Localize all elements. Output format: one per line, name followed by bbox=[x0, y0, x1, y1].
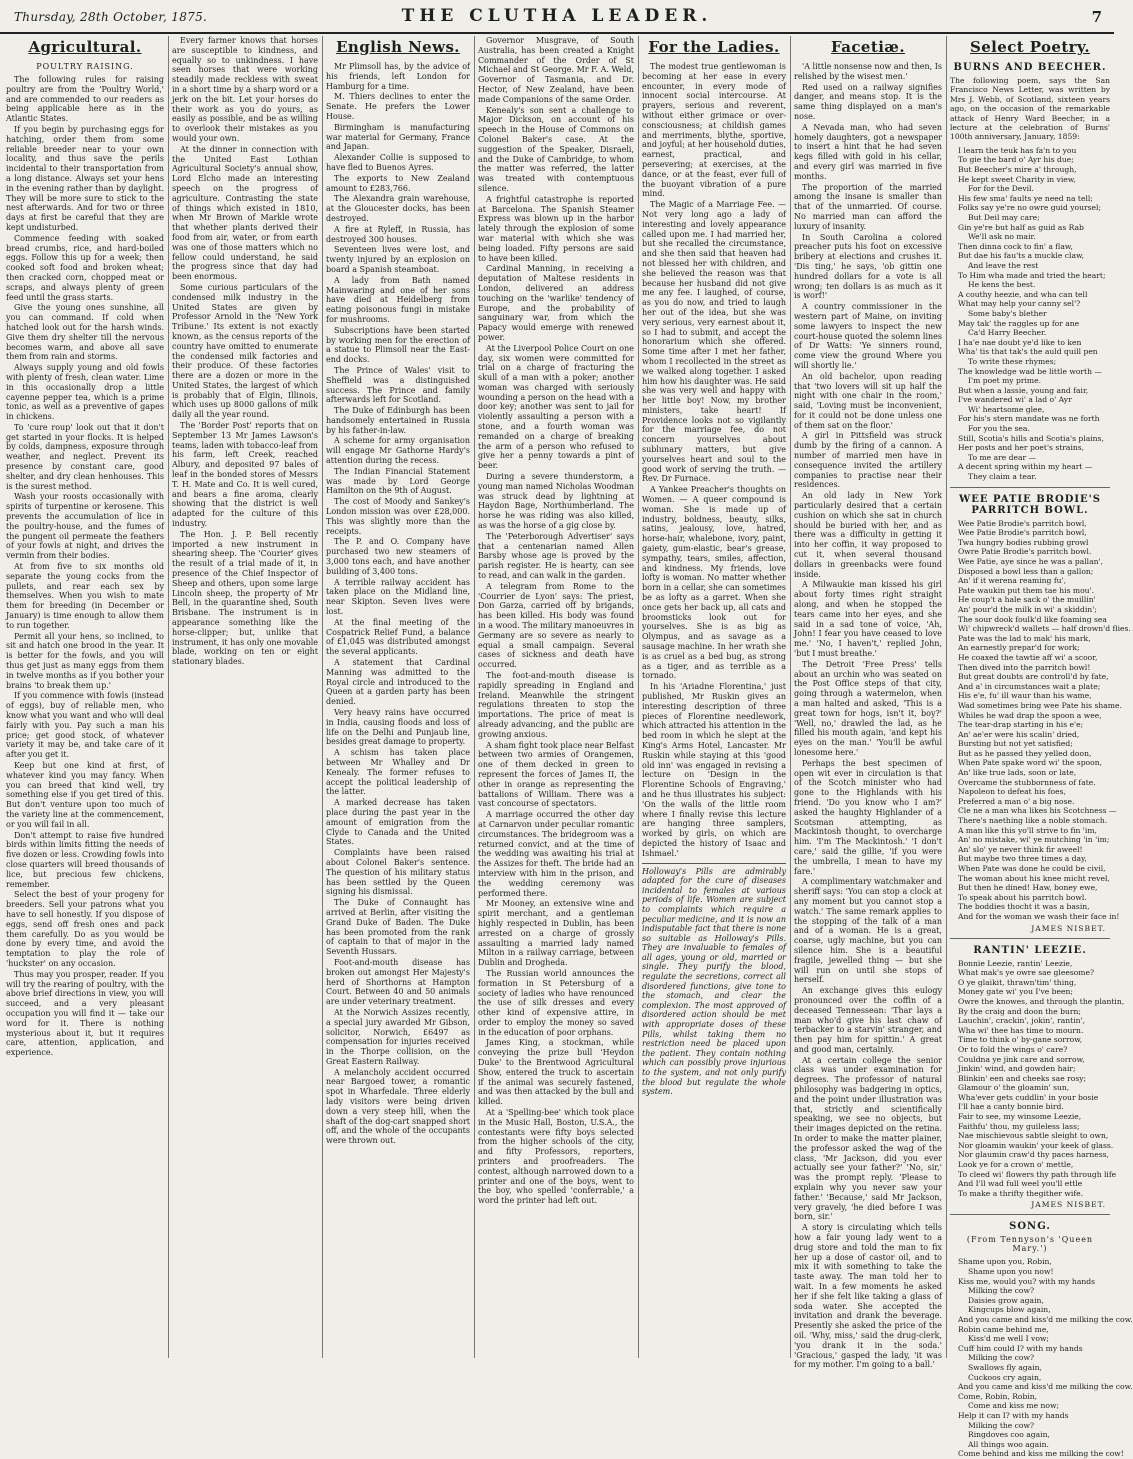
divider bbox=[950, 1214, 1110, 1215]
paragraph: Complaints have been raised about Colonel Baker's sentence. The question of his military status has been settled by the Queen signing his dismissal. bbox=[326, 848, 470, 897]
poem-line: But then he dined! Haw, boney ewe, bbox=[958, 883, 1098, 893]
column-farming-notes bbox=[172, 36, 318, 1358]
poem-line: Preferred a man o' a big nose. bbox=[958, 796, 1075, 806]
paragraph: Keep but one kind at first, of whatever kind you may fancy. When you can breed that kind well, try something else if you get tired of this. But don't venture upon too much of the variety line at the commencement, or you will fail in all. bbox=[6, 760, 164, 829]
paragraph: A schism has taken place between Mr Whalley and Dr Kenealy. The former refuses to accept the political leadership of the latter. bbox=[326, 748, 470, 797]
poem-line: The tear-drap starting in his e'e; bbox=[958, 720, 1084, 730]
poem-line: Then dived into the parritch bowl! bbox=[958, 662, 1091, 672]
poem-line: Jinkin' wind, and gowden hair; bbox=[958, 1064, 1076, 1074]
paragraph: A lady from Bath named Mainwaring and one of her sons have died at Heidelberg from eating poisonous fungi in mistake for mushrooms. bbox=[326, 275, 470, 324]
poem-line: He kept sweet Charity in view, bbox=[958, 174, 1076, 184]
paragraph: A fire at Ryleff, in Russia, has destroyed 300 houses. bbox=[326, 224, 470, 244]
poem-line: Kiss'd me well I vow; bbox=[968, 1334, 1049, 1344]
paragraph: At a 'Spelling-bee' which took place in the Music Hall, Boston, U.S.A., the contestants were fifty boys selected from the higher schools of the city, and fifty Professors, reporters, printers and proofreaders. The contest, although narrowed down to a printer and one of the boys, went to the boy, who spelled 'conferrable,' a word the printer had left out. bbox=[478, 1108, 634, 1206]
poem-line: To Him wha made and tried the heart; bbox=[958, 270, 1106, 280]
poem-line: Cuff him could I? with my hands bbox=[958, 1343, 1083, 1353]
column-facetiae bbox=[794, 36, 942, 1370]
paragraph: Cardinal Manning, in receiving a deputation of Maltese residents in London, delivered an address touching on the 'warlike' tendency of Europe, and the probability of sanguinary war, from which the Papacy would emerge with renewed power. bbox=[478, 264, 634, 342]
poem-line: Kiss me, would you? with my hands bbox=[958, 1276, 1095, 1286]
poem-line: Robin came behind me, bbox=[958, 1324, 1049, 1334]
poem-line: Fair to see, my winsome Leezie, bbox=[958, 1112, 1082, 1122]
poem-line: Napoleon to defeat his foes, bbox=[958, 787, 1066, 797]
paragraph: The cost of Moody and Sankey's London mission was over £28,000. This was slightly more than the receipts. bbox=[326, 497, 470, 536]
paragraph: A marriage occurred the other day at Carnarvon under peculiar romantic circumstances. The bridegroom was a returned convict, and at the time of the wedding was awaiting his trial at the Assizes for theft. The bride had an interview with him in the prison, and the wedding ceremony was performed there. bbox=[478, 810, 634, 898]
poem-line: A man like this yo'll strive to fin 'im, bbox=[958, 825, 1097, 835]
section-heading-english-news: English News. bbox=[336, 38, 460, 56]
poem-line: I've wandered wi' a lad o' Ayr bbox=[958, 395, 1072, 405]
poem-line: Swallows fly again, bbox=[968, 1362, 1042, 1372]
paragraph: Alexander Collie is supposed to have fled to Buenos Ayres. bbox=[326, 153, 470, 172]
poem-line: Owre the knowes, and through the plantin, bbox=[958, 996, 1125, 1006]
poem-line: By the craig and doon the burn; bbox=[958, 1006, 1081, 1016]
paragraph: Thus may you prosper, reader. If you will try the rearing of poultry, with the above brief directions in view, you will succeed, and a very pleasant occupation you will find it — take our word for it. There is nothing mysterious about it, but it requires care, attention, application, and experience. bbox=[6, 969, 164, 1058]
paragraph: Always supply young and old fowls with plenty of fresh, clean water. Lime in this occasionally drop a little cayenne pepper tea, which is a prime tonic, as well as a preventive of gapes in chickens. bbox=[6, 363, 164, 422]
poem-line: His e'e, fu' ill waur than his wame, bbox=[958, 691, 1092, 701]
paragraph: The following rules for raising poultry are from the 'Poultry World,' and are commended to our readers as being applicable here as in the Atlantic States. bbox=[6, 75, 164, 124]
poem-burns-and-beecher bbox=[950, 146, 1110, 482]
poem-line: Twa hungry bodies rubbing growl bbox=[958, 537, 1089, 547]
paragraph: A telegram from Rome to the 'Courrier de Lyon' says: The priest, Don Garza, carried off by brigands, has been killed. His body was found in a wood. The military manoeuvres in Germany are so severe as nearly to equal a small campaign. Several cases of sickness and death have occurred. bbox=[478, 581, 634, 670]
poem-line: And leave the rest bbox=[968, 260, 1039, 270]
section-heading-select-poetry: Select Poetry. bbox=[970, 38, 1090, 56]
poem-line: Lauchin', crackin', jokin', rantin', bbox=[958, 1016, 1086, 1026]
paragraph: The Magic of a Marriage Fee. — Not very long ago a lady of interesting and lovely appearance called upon me. I had married her, but she recalled the circumstance, and she then said that heaven had not blessed her with children, and she believed the reason was that because her husband did not give me any fee. I laughed, of course, as you do now, and tried to laugh her out of the idea, but she was very serious, very earnest about it, so I had to submit, and accept the honorarium which she offered. Some time after I met her father, whom I recollected in the street as we walked along together. I asked him how his daughter was. He said she was very well and happy with her little boy! Now, my brother ministers, take heart! If Providence looks not so vigilantly for the marriage fee, do not concern yourselves about sublunary matters, but give yourselves heart and soul to the good work of serving the truth. — Rev. Dr Furnace. bbox=[642, 200, 786, 484]
poem-line: To write these rhymes; bbox=[968, 356, 1057, 366]
poem-rantin-leezie bbox=[950, 958, 1125, 1199]
poem-author: JAMES NISBET. bbox=[1031, 923, 1106, 933]
poem-line: There's naething like a noble stomach. bbox=[958, 816, 1108, 826]
poem-line: Wha wi' thee has time to mourn. bbox=[958, 1025, 1084, 1035]
paragraph: The Prince of Wales' visit to Sheffield was a distinguished success. The Prince and family afterwards left for Scotland. bbox=[326, 365, 470, 405]
paragraph: At from five to six months old separate the young cocks from the pullets, and rear each sex by themselves. When you wish to mate them for breeding (in December or January) is time enough to allow them to run together. bbox=[6, 562, 164, 630]
poem-line: Help it can I? with my hands bbox=[958, 1410, 1069, 1420]
poem-line: To speak about his parritch bowl. bbox=[958, 892, 1087, 902]
poem-line: Come behind and kiss me milking the cow! bbox=[958, 1449, 1124, 1459]
paragraph: Select the best of your progeny for breeders. Sell your patrons what you have to sell honestly. If you dispose of eggs, send off fresh ones and pack them carefully. Do as you would be done by every time, and avoid the temptation to play the role of 'huckster' on any occasion. bbox=[6, 890, 164, 968]
poem-line: Come, Robin, Robin, bbox=[958, 1391, 1038, 1401]
paragraph: Seventeen lives were lost, and twenty injured by an explosion on board a Spanish steamboat. bbox=[326, 245, 470, 274]
poem-title: SONG. bbox=[1009, 1221, 1051, 1233]
paragraph: Some curious particulars of the condensed milk industry in the United States are given by Professor Arnold in the 'New York Tribune.' Its extent is not exactly known, as the census reports of the country have omitted to enumerate the condensed milk factories and their produce. Of these factories there are a dozen or more in the United States, the largest of which is probably that of Elgin, Illinois, which uses up 8000 gallons of milk daily all the year round. bbox=[172, 282, 318, 420]
column-select-poetry bbox=[950, 36, 1133, 1459]
poem-line: O ye glaikit, thrawn'tim' thing, bbox=[958, 977, 1077, 987]
poem-line: Gin ye're but half as guid as Rab bbox=[958, 222, 1084, 232]
poem-line: Some baby's blether bbox=[968, 308, 1047, 318]
issue-date: Thursday, 28th October, 1875. bbox=[14, 10, 208, 24]
paragraph: A country commissioner in the western part of Maine, on inviting some lawyers to inspect the new court-house quoted the solemn lines of Dr Watts: 'Ye sinners round, come view the ground Where you will shortly lie.' bbox=[794, 302, 942, 370]
paragraph: Very heavy rains have occurred in India, causing floods and loss of life on the Delhi and Punjaub line, besides great damage to property. bbox=[326, 708, 470, 747]
paragraph: A scheme for army organisation will engage Mr Gathorne Hardy's attention during the recess. bbox=[326, 436, 470, 466]
poem-line: The boddies thocht it was a basin, bbox=[958, 902, 1090, 912]
poem-line: Folks say ye're no owre guid yoursel; bbox=[958, 203, 1102, 213]
paragraph: Don't attempt to raise five hundred birds within limits fitting the needs of five dozen or less. Crowding fowls into close quarters will breed thousands of lice, but precious few chickens, remember. bbox=[6, 830, 164, 889]
poem-line: A couthy heezie, and wha can tell bbox=[958, 289, 1088, 299]
paragraph: A terrible railway accident has taken place on the Midland line, near Skipton. Seven lives were lost. bbox=[326, 577, 470, 617]
section-heading-facetiae: Facetiæ. bbox=[831, 38, 905, 56]
paragraph: Red used on a railway signifies danger, and means stop. It is the same thing displayed on a man's nose. bbox=[794, 82, 942, 121]
poem-line: Money gate wi' you I've been; bbox=[958, 987, 1073, 997]
poem-line: An earnestly prepar'd for work; bbox=[958, 643, 1080, 653]
paragraph: Mr Plimsoll has, by the advice of his friends, left London for Hamburg for a time. bbox=[326, 62, 470, 91]
poem-title: BURNS AND BEECHER. bbox=[953, 62, 1107, 73]
poem-line: Faithfu' thou, my guileless lass; bbox=[958, 1121, 1080, 1131]
paragraph: At a certain college the senior class was under examination for degrees. The professor of natural philosophy was badgering in optics, and the point under illustration was that, strictly and scientifically speaking, we see no objects, but their images depicted on the retina. In order to make the matter plainer, the professor asked the wag of the class, 'Mr Jackson, did you ever actually see your father?' 'No, sir,' was the prompt reply. 'Please to explain why you never saw your father.' 'Because,' said Mr Jackson, very gravely, 'he died before I was born, sir.' bbox=[794, 1055, 942, 1222]
poem-line: Wha' tis that tak's the auld quill pen bbox=[958, 347, 1098, 357]
poem-line: Wee Patie, aye since he was a pallan', bbox=[958, 557, 1104, 566]
paragraph: A Yankee Preacher's thoughts on Women. — A queer compound is woman. She is made up of industry, boldness, beauty, silks, satins, jealousy, love, hatred, horse-hair, whalebone, ivory, paint, gaiety, gum-elastic, bear's grease, sympathy, tears, smiles, affection, and kindness. My friends, love lofty is woman. No matter whether born in a cellar, she can sometimes be as lofty as a garret. When she once gets her back up, all cats and broomsticks look out for yourselves. She is as big as Olympus, and as savage as a sausage machine. In her wrath she is as cruel as a bed bug, as strong as a tiger, and as terrible as a tornado. bbox=[642, 485, 786, 681]
poem-line: But maybe two three times a day, bbox=[958, 854, 1087, 864]
poem-line: To me are dear — bbox=[968, 452, 1037, 462]
paragraph: Every farmer knows that horses are susceptible to kindness, and equally so to unkindness. I have seen horses that were working steadily made reckless with sweat in a short time by a sharp word or a jerk on the bit. Let your horses do their work as you do yours, as easily as possible, and be as willing to overlook their mistakes as you would your own. bbox=[172, 36, 318, 143]
paragraph: Mr Mooney, an extensive wine and spirit merchant, and a gentleman highly respected in Dublin, has been arrested on a charge of grossly assaulting a married lady named Milton in a railway carriage, between Dublin and Drogheda. bbox=[478, 899, 634, 968]
poem-line: Wee Patie Brodie's parritch bowl, bbox=[958, 518, 1087, 528]
poem-title: RANTIN' LEEZIE. bbox=[973, 944, 1087, 956]
poem-line: Pate was the lad to mak' his mark, bbox=[958, 633, 1091, 643]
masthead bbox=[0, 0, 1114, 34]
poem-line: Wha'ever gets cuddlin' in your bosie bbox=[958, 1092, 1099, 1102]
poem-line: What mak's ye owre sae gleesome? bbox=[958, 968, 1095, 978]
paragraph: At the Liverpool Police Court on one day, six women were committed for trial on a charge of fracturing the skull of a man with a poker; another woman was charged with seriously wounding a person on the head with a door key; another was sent to jail for violently assaulting a person with a stone, and a fourth woman was remanded on a charge of breaking the arm of a person who refused to give her a penny towards a pint of beer. bbox=[478, 343, 634, 471]
poem-line: And a' in circumstances wait a plate; bbox=[958, 681, 1101, 691]
paragraph: If you begin by purchasing eggs for hatching, order them from some reliable breeder near to your own locality, and thus save the perils incidental to their transportation from a long distance. Always set your hens in the evening rather than by daylight. They will be more sure to stick to the nest afterwards. And for two or three days at first be careful that they are kept undisturbed. bbox=[6, 124, 164, 232]
poem-title: WEE PATIE BRODIE'S PARRITCH BOWL. bbox=[959, 493, 1101, 516]
holloway-pills-advertisement: Holloway's Pills are admirably adapted for the cure of diseases incidental to females at various periods of life. Women are subject to complaints which require a peculiar medicine, and it is now an indisputable fact that there is none so suitable as Holloway's Pills. They are invaluable to females of all ages, young or old, married or single. They purify the blood, regulate the secretions, correct all disordered functions, give tone to the stomach, and clear the complexion. The most approved of disordered action should be met with appropriate doses of these Pills, whilst taking them no restriction need be placed upon the patient. They contain nothing which can possibly prove injurious to the system, and not only purify the blood but regulate the whole system. bbox=[642, 863, 786, 1097]
paragraph: Wash your roosts occasionally with spirits of turpentine or kerosene. This prevents the accumulation of lice in the poultry-house, and the fumes of the pungent oil permeate the feathers of your fowls at night, and drives the vermin from their bodies. bbox=[6, 492, 164, 561]
poem-wee-patie-brodie bbox=[950, 518, 1131, 922]
poem-line: An' if it werena reaming fu', bbox=[958, 576, 1067, 586]
poem-line: Look ye for a crown o' mettle, bbox=[958, 1160, 1074, 1170]
paragraph: Kenealy's son sent a challenge to Major Dickson, on account of his speech in the House of Commons on Colonel Baker's case. At the suggestion of the Speaker, Disraeli, and the Duke of Cambridge, to whom the matter was referred, the latter was treated with contemptuous silence. bbox=[478, 105, 634, 193]
poem-line: For for the Devil. bbox=[968, 184, 1034, 194]
paragraph: 'A little nonsense now and then, Is relished by the wisest men.' bbox=[794, 62, 942, 81]
poem-line: He coup't a hale sack o' the muillin' bbox=[958, 595, 1096, 605]
paragraph: Permit all your hens, so inclined, to sit and hatch one brood in the year. It is better for the fowls, and you will thus get just as many eggs from them in twelve months as if you bother your brains 'to break them up.' bbox=[6, 631, 164, 690]
poem-line: Ringdoves coo again, bbox=[968, 1430, 1050, 1440]
poem-line: Blinkin' een and cheeks sae rosy; bbox=[958, 1073, 1087, 1083]
poem-line: An' pour'd the milk in wi' a skiddin'; bbox=[958, 604, 1097, 614]
column-english-news-continued bbox=[478, 36, 634, 1358]
poem-line: For his's stern mandate was ne forth bbox=[958, 414, 1100, 424]
poem-line: I ha'e nae doubt ye'd like to ken bbox=[958, 337, 1082, 347]
poem-line: The knowledge wad be little worth — bbox=[958, 366, 1102, 376]
paragraph: If you commence with fowls (instead of eggs), buy of reliable men, who know what you want and who will deal fairly with you. Pay such a man his price; get good stock, of whatever variety it may be, and take care of it after you get it. bbox=[6, 691, 164, 760]
poem-line: Nor glaumin craw'd thy paces harness, bbox=[958, 1150, 1109, 1160]
poem-line: An' like true lads, soon or late, bbox=[958, 768, 1077, 778]
poem-line: Disposed a bowl less than a gallon; bbox=[958, 566, 1094, 576]
poem-line: A decent spring within my heart — bbox=[958, 462, 1093, 472]
paragraph: An old lady in New York particularly desired that a certain cushion on which she sat in church should be buried with her, and as there was a difficulty in getting it into her coffin, it way proposed to cut it, when several thousand dollars in greenbacks were found inside. bbox=[794, 491, 942, 579]
poem-line: An' no mistake, wi' ye mutching 'in 'im; bbox=[958, 835, 1110, 845]
poem-line: The sour dook foulk'd like foaming sea bbox=[958, 614, 1107, 624]
poem-line: Cuckoos cry again, bbox=[968, 1372, 1042, 1382]
poem-line: Bonnie Leezie, rantin' Leezie, bbox=[958, 958, 1073, 968]
section-heading-agricultural: Agricultural. bbox=[28, 38, 142, 56]
paragraph: Foot-and-mouth disease has broken out amongst Her Majesty's herd of Shorthorns at Hampton Court. Between 40 and 50 animals are under veterinary treatment. bbox=[326, 957, 470, 1007]
poem-line: Ca'd Harry Beecher. bbox=[968, 328, 1047, 338]
paragraph: The foot-and-mouth disease is rapidly spreading in England and Ireland. Meanwhile the stringent regulations threaten to stop the importations. The price of meat is already advancing, and the public are growing anxious. bbox=[478, 671, 634, 739]
paragraph: The Duke of Edinburgh has been handsomely entertained in Russia by his father-in-law. bbox=[326, 406, 470, 435]
poem-line: Glamour o' the gloamin' sun, bbox=[958, 1083, 1070, 1093]
poem-subtitle: (From Tennyson's 'Queen Mary.') bbox=[966, 1235, 1094, 1254]
poem-line: Owre Patie Brodie's parritch bowl. bbox=[958, 547, 1092, 557]
paragraph: At the Norwich Assizes recently, a special jury awarded Mr Gibson, solicitor, Norwich, £6497 as compensation for injuries received in the Thorpe collision, on the Great Eastern Railway. bbox=[326, 1007, 470, 1066]
poem-line: The woman about his knee micht revel, bbox=[958, 873, 1110, 883]
poem-line: I'm poet my prime. bbox=[968, 376, 1042, 386]
paragraph: James King, a stockman, while conveying the prize bull 'Heydon Duke' to the Brentwood Agricultural Show, entered the truck to ascertain if the animal was securely fastened, and was then attacked by the bull and killed. bbox=[478, 1038, 634, 1107]
poem-line: And for the woman we wash their face in! bbox=[958, 911, 1120, 921]
poem-line: Nae mischievous sabtle sleight to own, bbox=[958, 1131, 1109, 1141]
paragraph: A complimentary watchmaker and sheriff says: 'You can stop a clock at any moment but you cannot stop a watch.' The same remark applies to the stopping of the talk of a man and of a woman. He is a great, coarse, ugly machine, but you can silence him. She is a beautiful fragile, jewelled thing — but she will run on until she stops of herself. bbox=[794, 877, 942, 985]
paragraph: At the final meeting of the Cospatrick Relief Fund, a balance of £1,045 was distributed amongst the several applicants. bbox=[326, 617, 470, 657]
poem-line: Kingcups blow again, bbox=[968, 1305, 1051, 1315]
column-for-the-ladies bbox=[642, 36, 786, 1358]
poem-line: Still, Scotia's hills and Scotia's plains, bbox=[958, 433, 1104, 443]
poem-line: Then dinna cock to fin' a flaw, bbox=[958, 241, 1073, 251]
paragraph: M. Thiers declines to enter the Senate. He prefers the Lower House. bbox=[326, 92, 470, 121]
poem-line: But when a lassie, young and fair, bbox=[958, 385, 1089, 395]
poem-line: Her posts and her poet's strains, bbox=[958, 443, 1085, 453]
poem-line: I learn the teuk has fa'n to you bbox=[958, 145, 1077, 155]
section-heading-for-the-ladies: For the Ladies. bbox=[648, 38, 780, 56]
poem-line: We'll ask no mair. bbox=[968, 232, 1036, 242]
paragraph: A girl in Pittsfield was struck dumb by the firing of a cannon. A number of married men have in consequence invited the artillery companies to practise near their residences. bbox=[794, 431, 942, 490]
poem-intro: The following poem, says the San Francisco News Letter, was written by Mrs J. Webb, of Scotland, sixteen years ago, on the occasion of the remarkable attack of Henry Ward Beecher, in a lecture at the celebration of Burns' 100th anniversary, January, 1859: bbox=[950, 76, 1110, 142]
poem-line: All things woo again. bbox=[968, 1439, 1049, 1449]
poem-line: Milking the cow? bbox=[968, 1420, 1035, 1430]
paragraph: The Hon. J. P. Bell recently imported a new instrument in shearing sheep. The 'Courier' gives the result of a trial made of it, in presence of the Chief Inspector of Sheep and others, upon some large Lincoln sheep, the property of Mr Bell, in the quarantine shed, South Brisbane. The instrument is in appearance something like the horse-clipper; but, unlike that instrument, it has only one movable blade, working on ten or eight stationary blades. bbox=[172, 529, 318, 667]
poem-line: He coaxed the tawtie aff wi' a scoor, bbox=[958, 652, 1098, 662]
poem-line: Shame upon you, Robin, bbox=[958, 1257, 1052, 1267]
poem-line: His few sma' faults ye need na tell; bbox=[958, 193, 1093, 203]
paragraph: Subscriptions have been started by working men for the erection of a statue to Plimsoll near the East-end docks. bbox=[326, 325, 470, 365]
poem-line: I'll hae a canty bonnie bird. bbox=[958, 1102, 1064, 1112]
paragraph: During a severe thunderstorm, a young man named Nicholas Woodman was struck dead by lightning at Haydon Bage, Northumberland. The horse he was riding was also killed, as was the horse of a gig close by. bbox=[478, 472, 634, 531]
poem-song bbox=[950, 1257, 1133, 1459]
paragraph: The Indian Financial Statement was made by Lord George Hamilton on the 9th of August. bbox=[326, 466, 470, 496]
paragraph: An old bachelor, upon reading that 'two lovers will sit up half the night with one chair in the room,' said, 'Loving must be inconvenient, for it could not be done unless one of them sat on the floor.' bbox=[794, 371, 942, 430]
paragraph: At the dinner in connection with the United East Lothian Agricultural Society's annual show, Lord Elcho made an interesting speech on the progress of agriculture. Contrasting the state of things which existed in 1810, when Mr Brown of Markle wrote that whether plants derived their food from air, water, or from earth was one of those matters which no fellow could understand, he said the progress since that day had been enormous. bbox=[172, 144, 318, 282]
paragraph: The P. and O. Company have purchased two new steamers of 3,000 tons each, and have another building of 3,400 tons. bbox=[326, 537, 470, 576]
poem-line: Milking the cow? bbox=[968, 1286, 1035, 1296]
poem-line: But dae his fau'ts a muckle claw, bbox=[958, 251, 1084, 261]
paragraph: An exchange gives this eulogy pronounced over the coffin of a deceased Tennessean: 'Thar lays a man who'd give his last chaw of terbacker to a starvin' stranger, and then pay him for spittin.' A great and good man, certainly. bbox=[794, 986, 942, 1054]
columns bbox=[0, 36, 1133, 1459]
poem-line: Wad sometimes bring wee Pate his shame. bbox=[958, 700, 1122, 710]
poem-line: Cle ne a man wha likes his Scotchness — bbox=[958, 806, 1117, 816]
paragraph: To 'cure roup' look out that it don't get started in your flocks. It is helped by colds, dampness, exposure through weather, and neglect. Prevent its presence by constant care, good shelter, and dry clean henhouses. This is the surest method. bbox=[6, 422, 164, 491]
poem-line: An' ae'er were his scalin' dried, bbox=[958, 729, 1080, 739]
divider bbox=[950, 938, 1110, 939]
paragraph: A Nevada man, who had seven homely daughters, got a newspaper to insert a hint that he had seven kegs filled with gold in his cellar, and every girl was married in five months. bbox=[794, 122, 942, 181]
poem-line: But Deil may care; bbox=[968, 213, 1040, 222]
poem-line: To gie the bard o' Ayr his due; bbox=[958, 155, 1074, 165]
paragraph: A marked decrease has taken place during the past year in the amount of emigration from the Clyde to Canada and the United States. bbox=[326, 798, 470, 847]
poem-line: Bursting but not yet satisfied; bbox=[958, 739, 1073, 749]
paragraph: The 'Peterborough Advertiser' says that a centenarian named Allen Barsby whose age is proved by the parish register. He is hearty, can see to read, and can walk in the garden. bbox=[478, 531, 634, 581]
newspaper-title: THE CLUTHA LEADER. bbox=[401, 6, 713, 26]
poem-line: But great doubts are controll'd by fate, bbox=[958, 672, 1109, 682]
paragraph: Governor Musgrave, of South Australia, has been created a Knight Commander of the Order of St Michael and St George. Mr F. A. Weld, Governor of Tasmania, and Dr. Hector, of New Zealand, have been made Companions of the same Order. bbox=[478, 36, 634, 104]
paragraph: In his 'Ariadne Florentina,' just published, Mr Ruskin gives an interesting description of three pieces of Florentine needlework, which attracted his attention in the bed room in which he slept at the King's Arms Hotel, Lancaster. Mr Ruskin while staying at this 'good old inn' was engaged in revising a lecture on 'Design in the Florentine Schools of Engraving,' and he thus illustrates his subject: 'On the walls of the little room where I finally revise this lecture are hanging three samplers, worked by girls, on which are depicted the history of Isaac and Ishmael.' bbox=[642, 682, 786, 858]
paragraph: The modest true gentlewoman is becoming at her ease in every encounter, in every mode of innocent social intercourse. At prayers, serious and reverent, without either grimace or over-consciousness; at childish games and merriments, blythe, sportive, and joyful; at her household duties, earnest, practical, and persevering; at exercises, at the dance, or at the feast, ever full of the buoyant vibration of a pure mind. bbox=[642, 62, 786, 199]
paragraph: Perhaps the best specimen of open wit ever in circulation is that of the Scotch minister who had gone to the Highlands with his friend. 'Do you know who I am?' asked the haughty Highlander of a Scotsman attempting, as Mackintosh thought, to overcharge him. 'I'm The Mackintosh.' 'I don't care,' said the gillie, 'if you were the umbrella, I mean to have my fare.' bbox=[794, 758, 942, 876]
paragraph: A statement that Cardinal Manning was admitted to the Royal circle and introduced to the Queen at a garden party has been denied. bbox=[326, 658, 470, 707]
poem-line: May tak' the raggles up for ane bbox=[958, 318, 1080, 328]
paragraph: The Duke of Connaught has arrived at Berlin, after visiting the Grand Duke of Baden. The Duke has been promoted from the rank of captain to that of major in the Seventh Hussars. bbox=[326, 898, 470, 957]
page-number: 7 bbox=[1091, 8, 1102, 26]
column-english-news bbox=[326, 36, 470, 1358]
paragraph: A sham fight took place near Belfast between two armies of Orangemen, one of them decked in green to represent the forces of James II, the other in orange as representing the battalions of William. There was a vast concourse of spectators. bbox=[478, 740, 634, 809]
poem-line: Overcame the stubbornness of fate. bbox=[958, 777, 1096, 787]
divider bbox=[950, 487, 1110, 488]
poem-line: Shame upon you now! bbox=[968, 1267, 1054, 1276]
paragraph: A story is circulating which tells how a fair young lady went to a drug store and told the man to fix her up a dose of castor oil, and to mix it with something to take the taste away. The man told her to wait. In a few moments he asked her if she felt like taking a glass of soda water. She accepted the invitation and drank the beverage. Presently she asked the price of the oil. 'Why, miss,' said the drug-clerk, 'you drank it in the soda.' 'Gracious,' gasped the lady, 'it was for my mother. I'm going to a ball.' bbox=[794, 1223, 942, 1370]
paragraph: A Milwaukie man kissed his girl about forty times right straight along, and when he stopped the tears came into her eyes, and she said in a sad tone of voice, 'Ah, John! I fear you have ceased to love me.' 'No, I haven't,' replied John, 'but I must breathe.' bbox=[794, 580, 942, 659]
paragraph: The 'Border Post' reports that on September 13 Mr James Lawson's teams, laden with tobacco-leaf from his farm, left Creek, reached Albury, and deposited 97 bales of leaf in the bonded stores of Messrs T. H. Mate and Co. It is well cured, and bears a fine aroma, clearly showing that the district is well adapted for the culture of this industry. bbox=[172, 421, 318, 529]
poem-line: To make a thrifty thegither wife. bbox=[958, 1188, 1084, 1198]
paragraph: In South Carolina a colored preacher puts his foot on excessive bribery at elections and crushes it. 'Dis ting,' he says, 'ob gittin one hundred dollars for a vote is all wrong; ten dollars is as much as it is worf!' bbox=[794, 232, 942, 301]
poem-line: They claim a tear. bbox=[968, 472, 1037, 482]
poem-line: Time to think o' by-gane sorrow, bbox=[958, 1035, 1083, 1045]
poem-line: What may help your canny sel'? bbox=[958, 299, 1081, 309]
poem-line: And you came and kiss'd me milking the cow. bbox=[958, 1382, 1133, 1392]
poem-line: Whiles he wad drap the spoon a wee, bbox=[958, 710, 1102, 720]
paragraph: The proportion of the married among the insane is smaller than that of the unmarried. Of course. No married man can afford the luxury of insanity. bbox=[794, 182, 942, 231]
column-agricultural bbox=[6, 36, 164, 1358]
poem-line: And you came and kiss'd me milking the cow. bbox=[958, 1314, 1133, 1324]
paragraph: A melancholy accident occurred near Bargoed tower, a romantic spot in Wharfedale. Three elderly lady visitors were being driven down a very steep hill, when the shaft of the dog-cart snapped short off, and the whole of the occupants were thrown out. bbox=[326, 1067, 470, 1146]
poem-line: Milking the cow? bbox=[968, 1353, 1035, 1363]
poem-line: An' slo' ye never think fir aweel! bbox=[958, 844, 1083, 854]
poem-line: Wi' chipwreck'd wallets — half drown'd flies. bbox=[958, 624, 1131, 634]
article-heading-poultry: POULTRY RAISING. bbox=[36, 62, 134, 71]
paragraph: Commence feeding with soaked bread crumbs, rice, and hard-boiled eggs. Follow this up for a week; then cooked soft food and broken wheat; then cracked corn, chopped meat or scraps, and always plenty of green feed until the grass starts. bbox=[6, 233, 164, 302]
paragraph: Give the young ones sunshine, all you can command. If cold when hatched look out for the harsh winds. Give them dry shelter till the nervous becomes warm, and above all save them from rain and storms. bbox=[6, 303, 164, 362]
poem-line: Daisies grow again, bbox=[968, 1295, 1044, 1305]
paragraph: The Russian world announces the formation in St Petersburg of a society of ladies who have renounced the use of silk dresses and every other kind of expensive attire, in order to employ the money so saved in the education of poor orphans. bbox=[478, 968, 634, 1037]
poem-line: Come and kiss me now; bbox=[968, 1401, 1060, 1411]
paragraph: The Detroit 'Free Press' tells about an urchin who was seated on the Post Office steps of that city, going through a watermelon, when a man halted and asked, 'This is a great town for hogs, isn't it, boy?' 'Well, no,' drawled the lad, as he filled his mouth again, 'and kept his eyes on the man.' 'You'll be awful lonesome here.' bbox=[794, 659, 942, 757]
poem-author: JAMES NISBET. bbox=[1031, 1200, 1106, 1210]
poem-line: For you the sea. bbox=[968, 424, 1030, 434]
poem-line: To cleed wi' flowers thy path through life bbox=[958, 1169, 1117, 1179]
poem-line: Wi' heartsome glee, bbox=[968, 404, 1045, 414]
poem-line: But Beecher's mire a' through, bbox=[958, 165, 1077, 175]
paragraph: The Alexandra grain warehouse, at the Gloucester docks, has been destroyed. bbox=[326, 194, 470, 223]
paragraph: Birmingham is manufacturing war material for Germany, France and Japan. bbox=[326, 122, 470, 152]
poem-line: He kens the best. bbox=[968, 280, 1036, 290]
poem-line: When Pate spake word wi' the spoon, bbox=[958, 758, 1103, 768]
poem-line: Or to fold the wings o' care? bbox=[958, 1044, 1068, 1054]
poem-line: And I'll wad full weel you'll ettle bbox=[958, 1179, 1083, 1189]
poem-line: Nor gloamin waukin' your keek of glass. bbox=[958, 1140, 1114, 1150]
poem-line: Wee Patie Brodie's parritch bowl, bbox=[958, 528, 1087, 538]
poem-line: But as he passed they yelled doon, bbox=[958, 748, 1092, 758]
paragraph: The exports to New Zealand amount to £283,766. bbox=[326, 173, 470, 193]
poem-line: Pate waukin put them tae his mou'. bbox=[958, 585, 1095, 595]
paragraph: A frightful catastrophe is reported at Barcelona. The Spanish Steamer Express was blown up in the harbor lately through the explosion of some war material with which she was being loaded. Fifty persons are said to have been killed. bbox=[478, 194, 634, 263]
poem-line: When Pate was done he could be civil, bbox=[958, 864, 1106, 873]
poem-line: Couldna ye jink care and sorrow, bbox=[958, 1054, 1085, 1064]
